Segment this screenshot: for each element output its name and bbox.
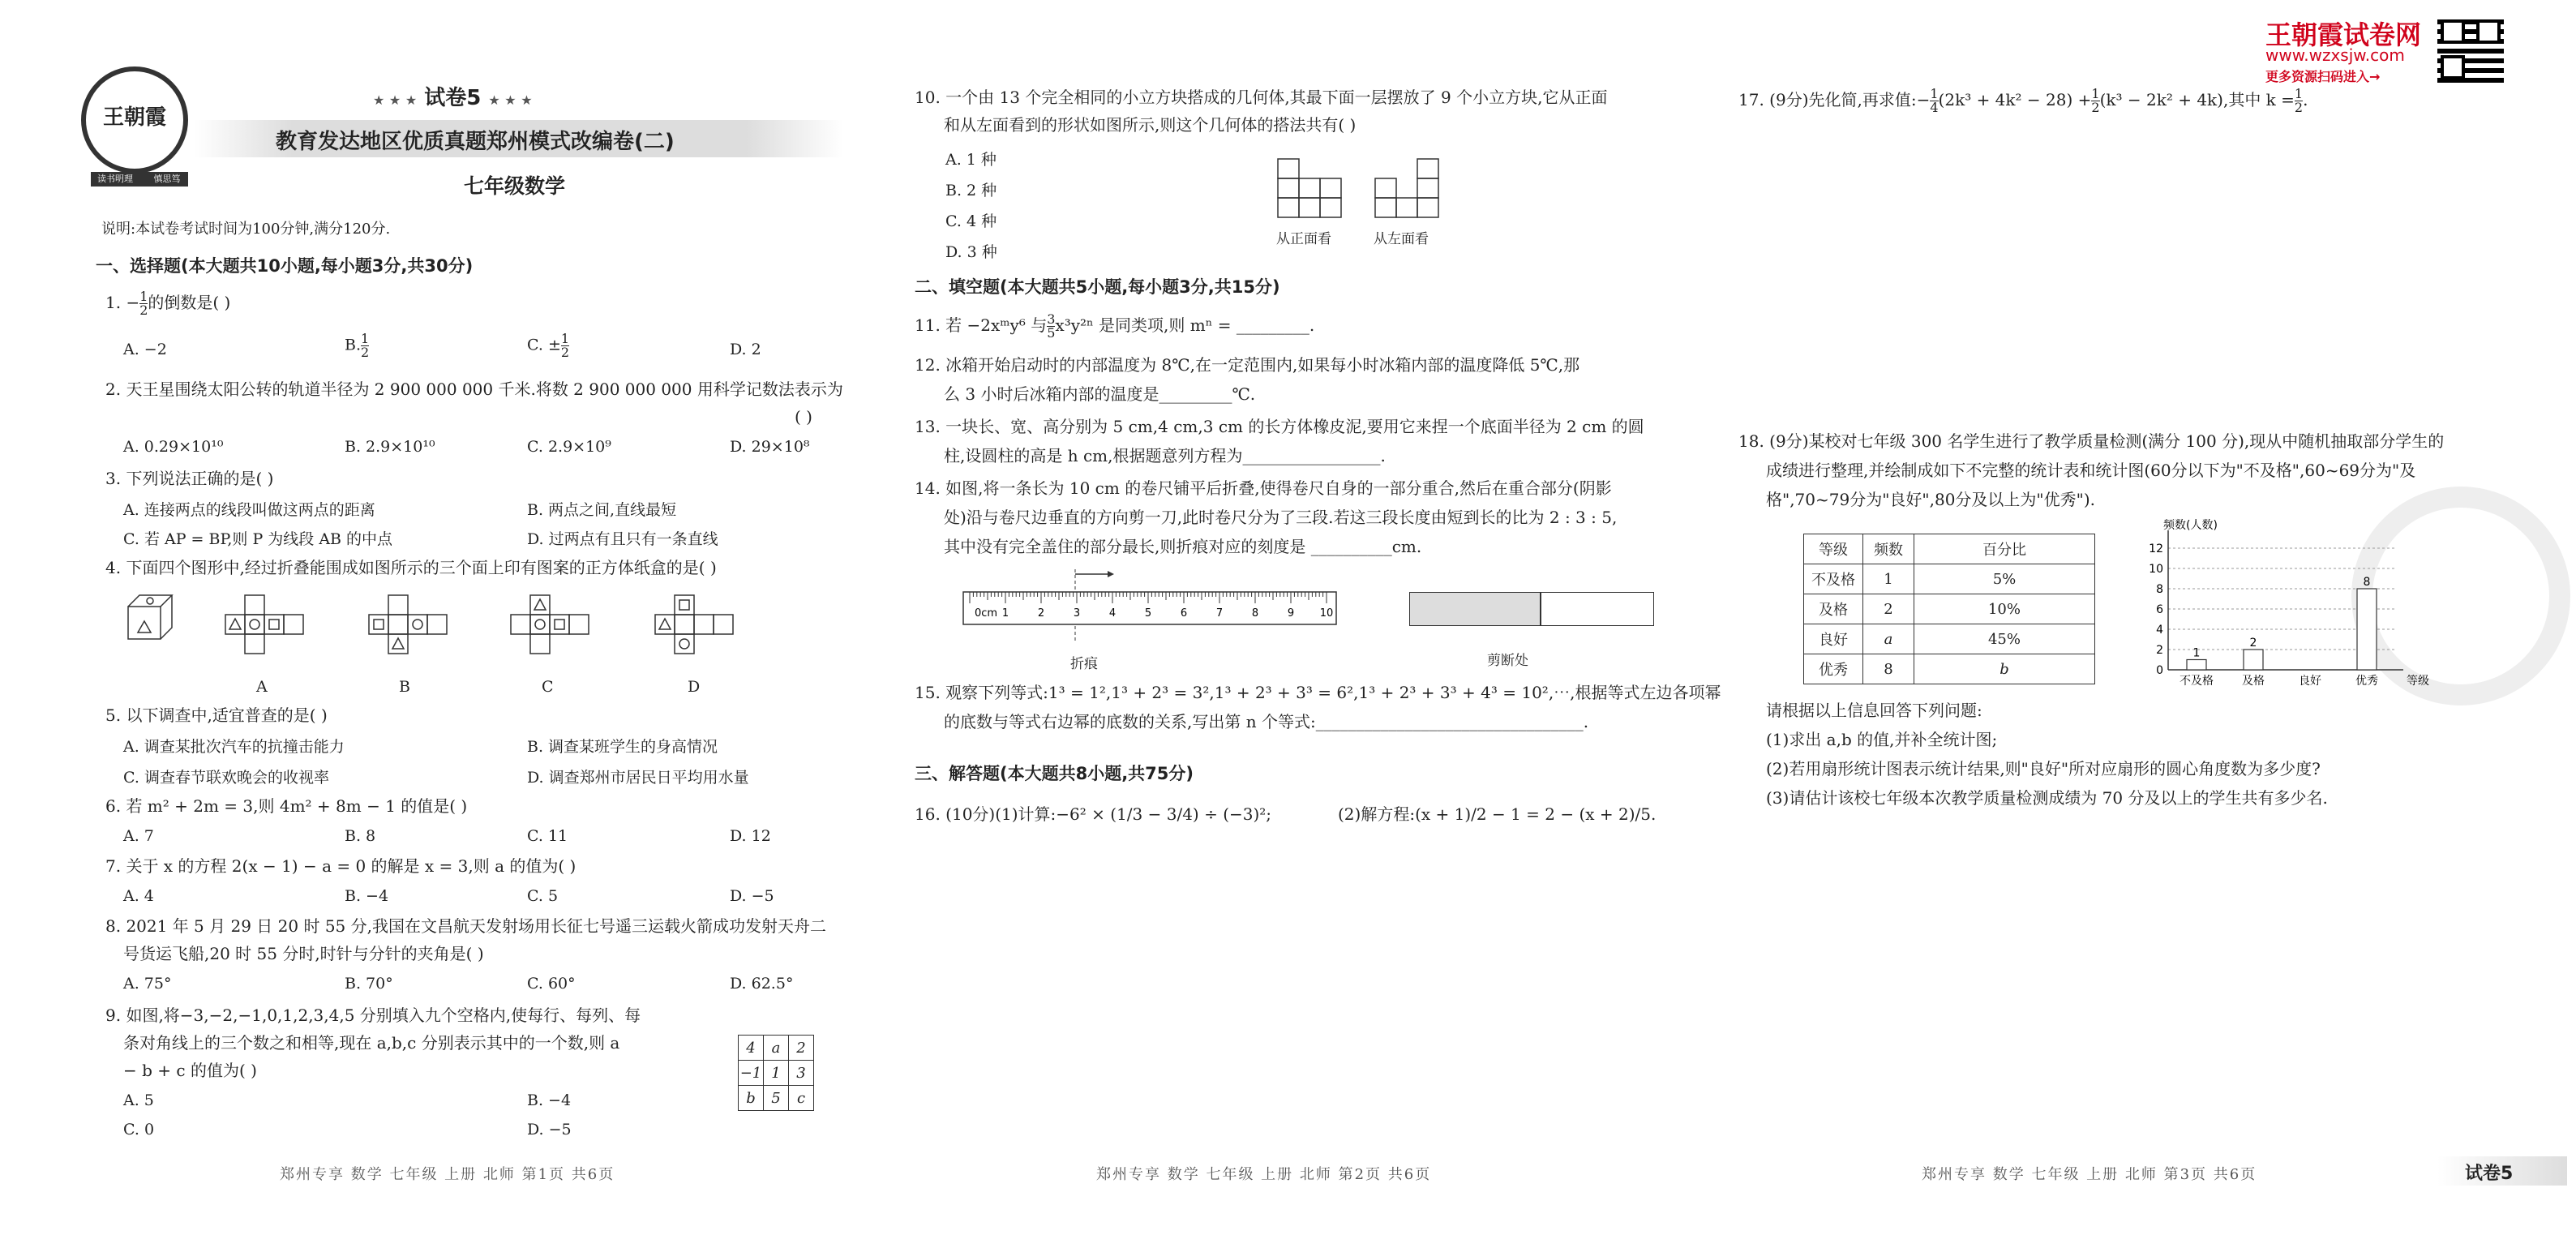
question-8: 8. 2021 年 5 月 29 日 20 时 55 分,我国在文昌航天发射场用长征七号遥三运载火箭成功发射天舟二 (105, 916, 826, 936)
q17-mid: (2k³ + 4k² − 28) + (1938, 90, 2092, 109)
q2-option-b: B. 2.9×10¹⁰ (345, 438, 435, 456)
question-16 (915, 803, 1271, 825)
ruler-tick-label: 9 (1287, 607, 1295, 620)
q1-c-label: C. ± (527, 336, 561, 354)
q1-option-c (527, 332, 569, 359)
q9-option-c: C. 0 (123, 1121, 155, 1139)
question-2: 2. 天王星围绕太阳公转的轨道半径为 2 900 000 000 千米.将数 2 900 000 000 用科学记数法表示为 (105, 380, 843, 399)
table-cell: 良好 (1804, 624, 1863, 654)
magic-square (738, 1035, 814, 1111)
q3-option-c: C. 若 AP = BP,则 P 为线段 AB 的中点 (123, 530, 393, 548)
q18-ask: 请根据以上信息回答下列问题: (1766, 701, 1982, 720)
front-view (1278, 159, 1341, 217)
grid-cell: −1 (739, 1061, 764, 1086)
grid-cell: 5 (764, 1086, 789, 1111)
q18-sub1: (1)求出 a,b 的值,并补全统计图; (1766, 730, 1998, 749)
section-fill: 二、填空题(本大题共5小题,每小题3分,共15分) (915, 277, 1280, 297)
q11-num: 3 (1047, 311, 1056, 327)
q7-option-a: A. 4 (123, 887, 154, 905)
ruler-figure (962, 568, 1343, 665)
q4-label-c: C (542, 678, 554, 696)
q9-option-d: D. −5 (527, 1121, 572, 1139)
cut-tape (1409, 592, 1654, 626)
question-15: 15. 观察下列等式:1³ = 1²,1³ + 2³ = 3²,1³ + 2³ + 3³ = 6²,1³ + 2³ + 3³ + 4³ = 10²,⋯,根据等式左边各项幂 (915, 683, 1721, 702)
left-view (1375, 159, 1438, 217)
table-cell: 45% (1914, 624, 2095, 654)
y-tick-label: 12 (2149, 542, 2163, 555)
net-d (655, 595, 733, 654)
question-9-cont2: − b + c 的值为( ) (123, 1061, 257, 1080)
question-5: 5. 以下调查中,适宜普查的是( ) (105, 705, 328, 725)
q7-option-c: C. 5 (527, 887, 559, 905)
q1-tail: 的倒数是( ) (148, 293, 231, 312)
net-c (511, 595, 589, 654)
question-18-cont: 成绩进行整理,并绘制成如下不完整的统计表和统计图(60分以下为"不及格",60~69分为"及 (1766, 461, 2416, 480)
logo-slogan-right: 慎思笃行 (91, 174, 181, 199)
q4-figures (122, 584, 770, 681)
q7-option-b: B. −4 (345, 887, 389, 905)
question-7: 7. 关于 x 的方程 2(x − 1) − a = 0 的解是 x = 3,则 a 的值为( ) (105, 856, 576, 876)
net-a (225, 595, 303, 654)
ruler-tick-label: 0cm (975, 607, 998, 620)
q1-c-num: 1 (560, 331, 570, 346)
q10-views (1273, 154, 1468, 222)
q1-stem: 1. − (105, 293, 140, 312)
brand-name: 王朝霞试卷网 (2265, 19, 2422, 50)
question-10-cont: 和从左面看到的形状如图所示,则这个几何体的搭法共有( ) (944, 115, 1357, 135)
q1-option-a: A. −2 (123, 341, 167, 358)
bar (2244, 650, 2263, 670)
fold-label: 折痕 (1070, 656, 1098, 672)
cut-line (1540, 593, 1541, 625)
q4-label-d: D (688, 678, 701, 696)
question-14-cont2: 其中没有完全盖住的部分最长,则折痕对应的刻度是 __________cm. (944, 537, 1422, 556)
table-row (1804, 564, 2095, 594)
page-tag (2437, 1156, 2567, 1186)
q11-tail: x³y²ⁿ 是同类项,则 mⁿ = _________. (1055, 315, 1315, 335)
q6-option-d: D. 12 (730, 827, 771, 845)
q6-option-a: A. 7 (123, 827, 154, 845)
question-11 (915, 313, 1314, 340)
question-13-cont: 柱,设圆柱的高是 h cm,根据题意列方程为_________________. (944, 446, 1386, 465)
table-row (1804, 594, 2095, 624)
q10-front-label: 从正面看 (1276, 231, 1331, 247)
bar-value-label: 1 (2192, 646, 2201, 660)
question-18: 18. (9分)某校对七年级 300 名学生进行了教学质量检测(满分 100 分),现从中随机抽取部分学生的 (1738, 431, 2445, 451)
logo-slogan-left: 读书明理 (97, 174, 133, 184)
ruler-tick-label: 6 (1180, 607, 1188, 620)
q9-option-b: B. −4 (527, 1091, 572, 1109)
x-tick-label: 良好 (2299, 675, 2321, 688)
overlap-shade (1410, 593, 1540, 625)
ruler-tick-label: 2 (1037, 607, 1045, 620)
footer-page-3: 郑州专享 数学 七年级 上册 北师 第3页 共6页 (1922, 1166, 2257, 1183)
q17-tail: (k³ − 2k² + 4k),其中 k = (2099, 90, 2295, 109)
y-tick-label: 8 (2156, 583, 2163, 596)
question-17 (1738, 88, 2308, 114)
q2-option-a: A. 0.29×10¹⁰ (123, 438, 224, 456)
stars-left: ★ ★ ★ (373, 92, 418, 108)
net-b (369, 595, 447, 654)
q17-frac2-num: 1 (2091, 86, 2100, 101)
q10-option-c: C. 4 种 (945, 212, 997, 230)
question-1 (105, 290, 230, 317)
footer-page-1: 郑州专享 数学 七年级 上册 北师 第1页 共6页 (280, 1166, 615, 1183)
y-tick-label: 4 (2156, 624, 2163, 637)
brand-url: www.wzxsjw.com (2265, 45, 2405, 65)
ruler-tick-label: 8 (1251, 607, 1259, 620)
section-solve: 三、解答题(本大题共8小题,共75分) (915, 764, 1194, 783)
q4-label-a: A (256, 678, 268, 696)
y-tick-label: 6 (2156, 603, 2163, 616)
exam-note: 说明:本试卷考试时间为100分钟,满分120分. (101, 221, 391, 238)
question-13: 13. 一块长、宽、高分别为 5 cm,4 cm,3 cm 的长方体橡皮泥,要用它来捏一个底面半径为 2 cm 的圆 (915, 417, 1644, 436)
q10-left-label: 从左面看 (1374, 231, 1429, 247)
q2-option-c: C. 2.9×10⁹ (527, 438, 611, 456)
table-cell: a (1863, 624, 1914, 654)
q16-stem: 16. (10分)(1)计算:−6² × (915, 804, 1105, 824)
question-15-cont: 的底数与等式右边幂的底数的关系,写出第 n 个等式:_________________________________. (944, 712, 1589, 731)
q1-c-den: 2 (560, 345, 570, 360)
bar (2187, 660, 2206, 671)
table-header: 频数 (1863, 534, 1914, 564)
stars-right: ★ ★ ★ (488, 92, 533, 108)
table-cell: 1 (1863, 564, 1914, 594)
q6-option-c: C. 11 (527, 827, 568, 845)
grid-cell: b (739, 1086, 764, 1111)
ruler-tick-label: 3 (1073, 607, 1081, 620)
question-14-cont: 处)沿与卷尺边垂直的方向剪一刀,此时卷尺分为了三段.若这三段长度由短到长的比为 2 : 3 : 5, (944, 508, 1618, 527)
exam-number (373, 81, 533, 111)
frequency-bar-chart (2132, 519, 2429, 697)
question-12-cont: 么 3 小时后冰箱内部的温度是_________℃. (944, 384, 1256, 404)
x-axis-title: 等级 (2407, 675, 2429, 688)
table-cell: 5% (1914, 564, 2095, 594)
q8-option-c: C. 60° (527, 975, 576, 993)
page-tag-text: 试卷5 (2465, 1164, 2514, 1184)
q6-option-b: B. 8 (345, 827, 376, 845)
q8-option-a: A. 75° (123, 975, 172, 993)
q18-sub2: (2)若用扇形统计图表示统计结果,则"良好"所对应扇形的圆心角度数为多少度? (1766, 759, 2321, 778)
page-title: 教育发达地区优质真题郑州模式改编卷(二) (276, 130, 675, 154)
q10-option-b: B. 2 种 (945, 182, 997, 199)
q3-option-d: D. 过两点有且只有一条直线 (527, 530, 718, 548)
q18-sub3: (3)请估计该校七年级本次教学质量检测成绩为 70 分及以上的学生共有多少名. (1766, 788, 2328, 808)
table-header: 百分比 (1914, 534, 2095, 564)
q1-option-b (345, 332, 369, 359)
grid-cell: c (789, 1086, 814, 1111)
table-cell: 10% (1914, 594, 2095, 624)
question-3: 3. 下列说法正确的是( ) (105, 469, 274, 488)
logo (81, 66, 188, 174)
y-tick-label: 10 (2149, 563, 2163, 576)
table-cell: 2 (1863, 594, 1914, 624)
q5-option-a: A. 调查某批次汽车的抗撞击能力 (123, 738, 345, 756)
q17-frac3-den: 2 (2294, 100, 2304, 115)
q8-option-b: B. 70° (345, 975, 393, 993)
y-tick-label: 0 (2156, 664, 2163, 677)
x-tick-label: 不及格 (2180, 675, 2214, 688)
question-8-cont: 号货运飞船,20 时 55 分时,时针与分针的夹角是( ) (123, 944, 484, 963)
question-14: 14. 如图,将一条长为 10 cm 的卷尺铺平后折叠,使得卷尺自身的一部分重合,然后在重合部分(阴影 (915, 478, 1612, 498)
y-axis-title: 频数(人数) (2163, 519, 2218, 532)
logo-text: 王朝霞 (102, 105, 166, 130)
question-10: 10. 一个由 13 个完全相同的小立方块搭成的几何体,其最下面一层摆放了 9 个小立方块,它从正面 (915, 88, 1608, 107)
question-18-cont2: 格",70~79分为"良好",80分及以上为"优秀"). (1766, 490, 2095, 509)
q11-den: 5 (1047, 325, 1056, 341)
table-cell: 及格 (1804, 594, 1863, 624)
logo-ribbon (91, 172, 188, 199)
q11-stem: 11. 若 −2xᵐy⁶ 与 (915, 315, 1048, 335)
question-4: 4. 下面四个图形中,经过折叠能围成如图所示的三个面上印有图案的正方体纸盒的是( ) (105, 558, 717, 577)
frequency-table (1803, 534, 2095, 684)
q16-part1: (1/3 − 3/4) ÷ (−3)²; (1110, 804, 1272, 824)
table-row (1804, 624, 2095, 654)
q7-option-d: D. −5 (730, 887, 774, 905)
table-cell: b (1914, 654, 2095, 684)
table-cell: 优秀 (1804, 654, 1863, 684)
grid-cell: 2 (789, 1036, 814, 1061)
brand-scan: 更多资源扫码进入→ (2265, 69, 2381, 84)
q17-stem: 17. (9分)先化简,再求值:− (1738, 90, 1931, 109)
grid-cell: 1 (764, 1061, 789, 1086)
ruler-tick-label: 7 (1215, 607, 1224, 620)
table-cell: 不及格 (1804, 564, 1863, 594)
table-header: 等级 (1804, 534, 1863, 564)
question-12: 12. 冰箱开始启动时的内部温度为 8℃,在一定范围内,如果每小时冰箱内部的温度降低 5℃,那 (915, 355, 1580, 375)
bar-value-label: 8 (2363, 576, 2371, 589)
q5-option-d: D. 调查郑州市居民日平均用水量 (527, 769, 749, 787)
x-tick-label: 优秀 (2355, 675, 2378, 688)
cut-label: 剪断处 (1487, 653, 1528, 669)
q1-b-den: 2 (361, 345, 370, 360)
q1-b-num: 1 (361, 331, 370, 346)
q1-frac-num: 1 (139, 289, 148, 304)
cube-figure (128, 595, 172, 639)
q9-option-a: A. 5 (123, 1091, 154, 1109)
q17-frac2-den: 2 (2091, 100, 2100, 115)
question-16-part2: (2)解方程:(x + 1)/2 − 1 = 2 − (x + 2)/5. (1338, 804, 1657, 824)
q1-option-d: D. 2 (730, 341, 761, 358)
table-cell: 8 (1863, 654, 1914, 684)
q10-option-a: A. 1 种 (945, 151, 997, 169)
ruler-tick-label: 1 (1001, 607, 1009, 620)
x-tick-label: 及格 (2242, 675, 2265, 688)
page-subtitle: 七年级数学 (464, 174, 566, 198)
q1-b-label: B. (345, 336, 362, 354)
q2-option-d: D. 29×10⁸ (730, 438, 810, 456)
section-choice: 一、选择题(本大题共10小题,每小题3分,共30分) (96, 256, 474, 276)
q2-paren: ( ) (795, 407, 812, 427)
q5-option-b: B. 调查某班学生的身高情况 (527, 738, 718, 756)
question-9: 9. 如图,将−3,−2,−1,0,1,2,3,4,5 分别填入九个空格内,使每行、每列、每 (105, 1006, 641, 1025)
q3-option-a: A. 连接两点的线段叫做这两点的距离 (123, 501, 375, 519)
grid-cell: a (764, 1036, 789, 1061)
bar (2357, 589, 2377, 670)
q3-option-b: B. 两点之间,直线最短 (527, 501, 677, 519)
bar-value-label: 2 (2249, 637, 2257, 650)
footer-page-2: 郑州专享 数学 七年级 上册 北师 第2页 共6页 (1096, 1166, 1432, 1183)
question-6: 6. 若 m² + 2m = 3,则 4m² + 8m − 1 的值是( ) (105, 796, 468, 816)
exam-no-text: 试卷5 (424, 86, 482, 110)
q17-end: . (2303, 90, 2308, 109)
q10-option-d: D. 3 种 (945, 243, 997, 261)
grid-cell: 4 (739, 1036, 764, 1061)
table-row (1804, 654, 2095, 684)
qr-code[interactable] (2437, 16, 2504, 83)
y-tick-label: 2 (2156, 644, 2163, 657)
ruler-tick-label: 5 (1144, 607, 1152, 620)
question-9-cont: 条对角线上的三个数之和相等,现在 a,b,c 分别表示其中的一个数,则 a (123, 1033, 620, 1053)
q4-label-b: B (399, 678, 410, 696)
ruler-tick-label: 10 (1319, 607, 1334, 620)
q5-option-c: C. 调查春节联欢晚会的收视率 (123, 769, 329, 787)
q8-option-d: D. 62.5° (730, 975, 794, 993)
q17-frac3-num: 1 (2294, 86, 2304, 101)
grid-cell: 3 (789, 1061, 814, 1086)
q17-frac-num: 1 (1930, 86, 1939, 101)
q17-frac-den: 4 (1930, 100, 1939, 115)
q1-frac-den: 2 (139, 302, 148, 318)
ruler-tick-label: 4 (1108, 607, 1117, 620)
